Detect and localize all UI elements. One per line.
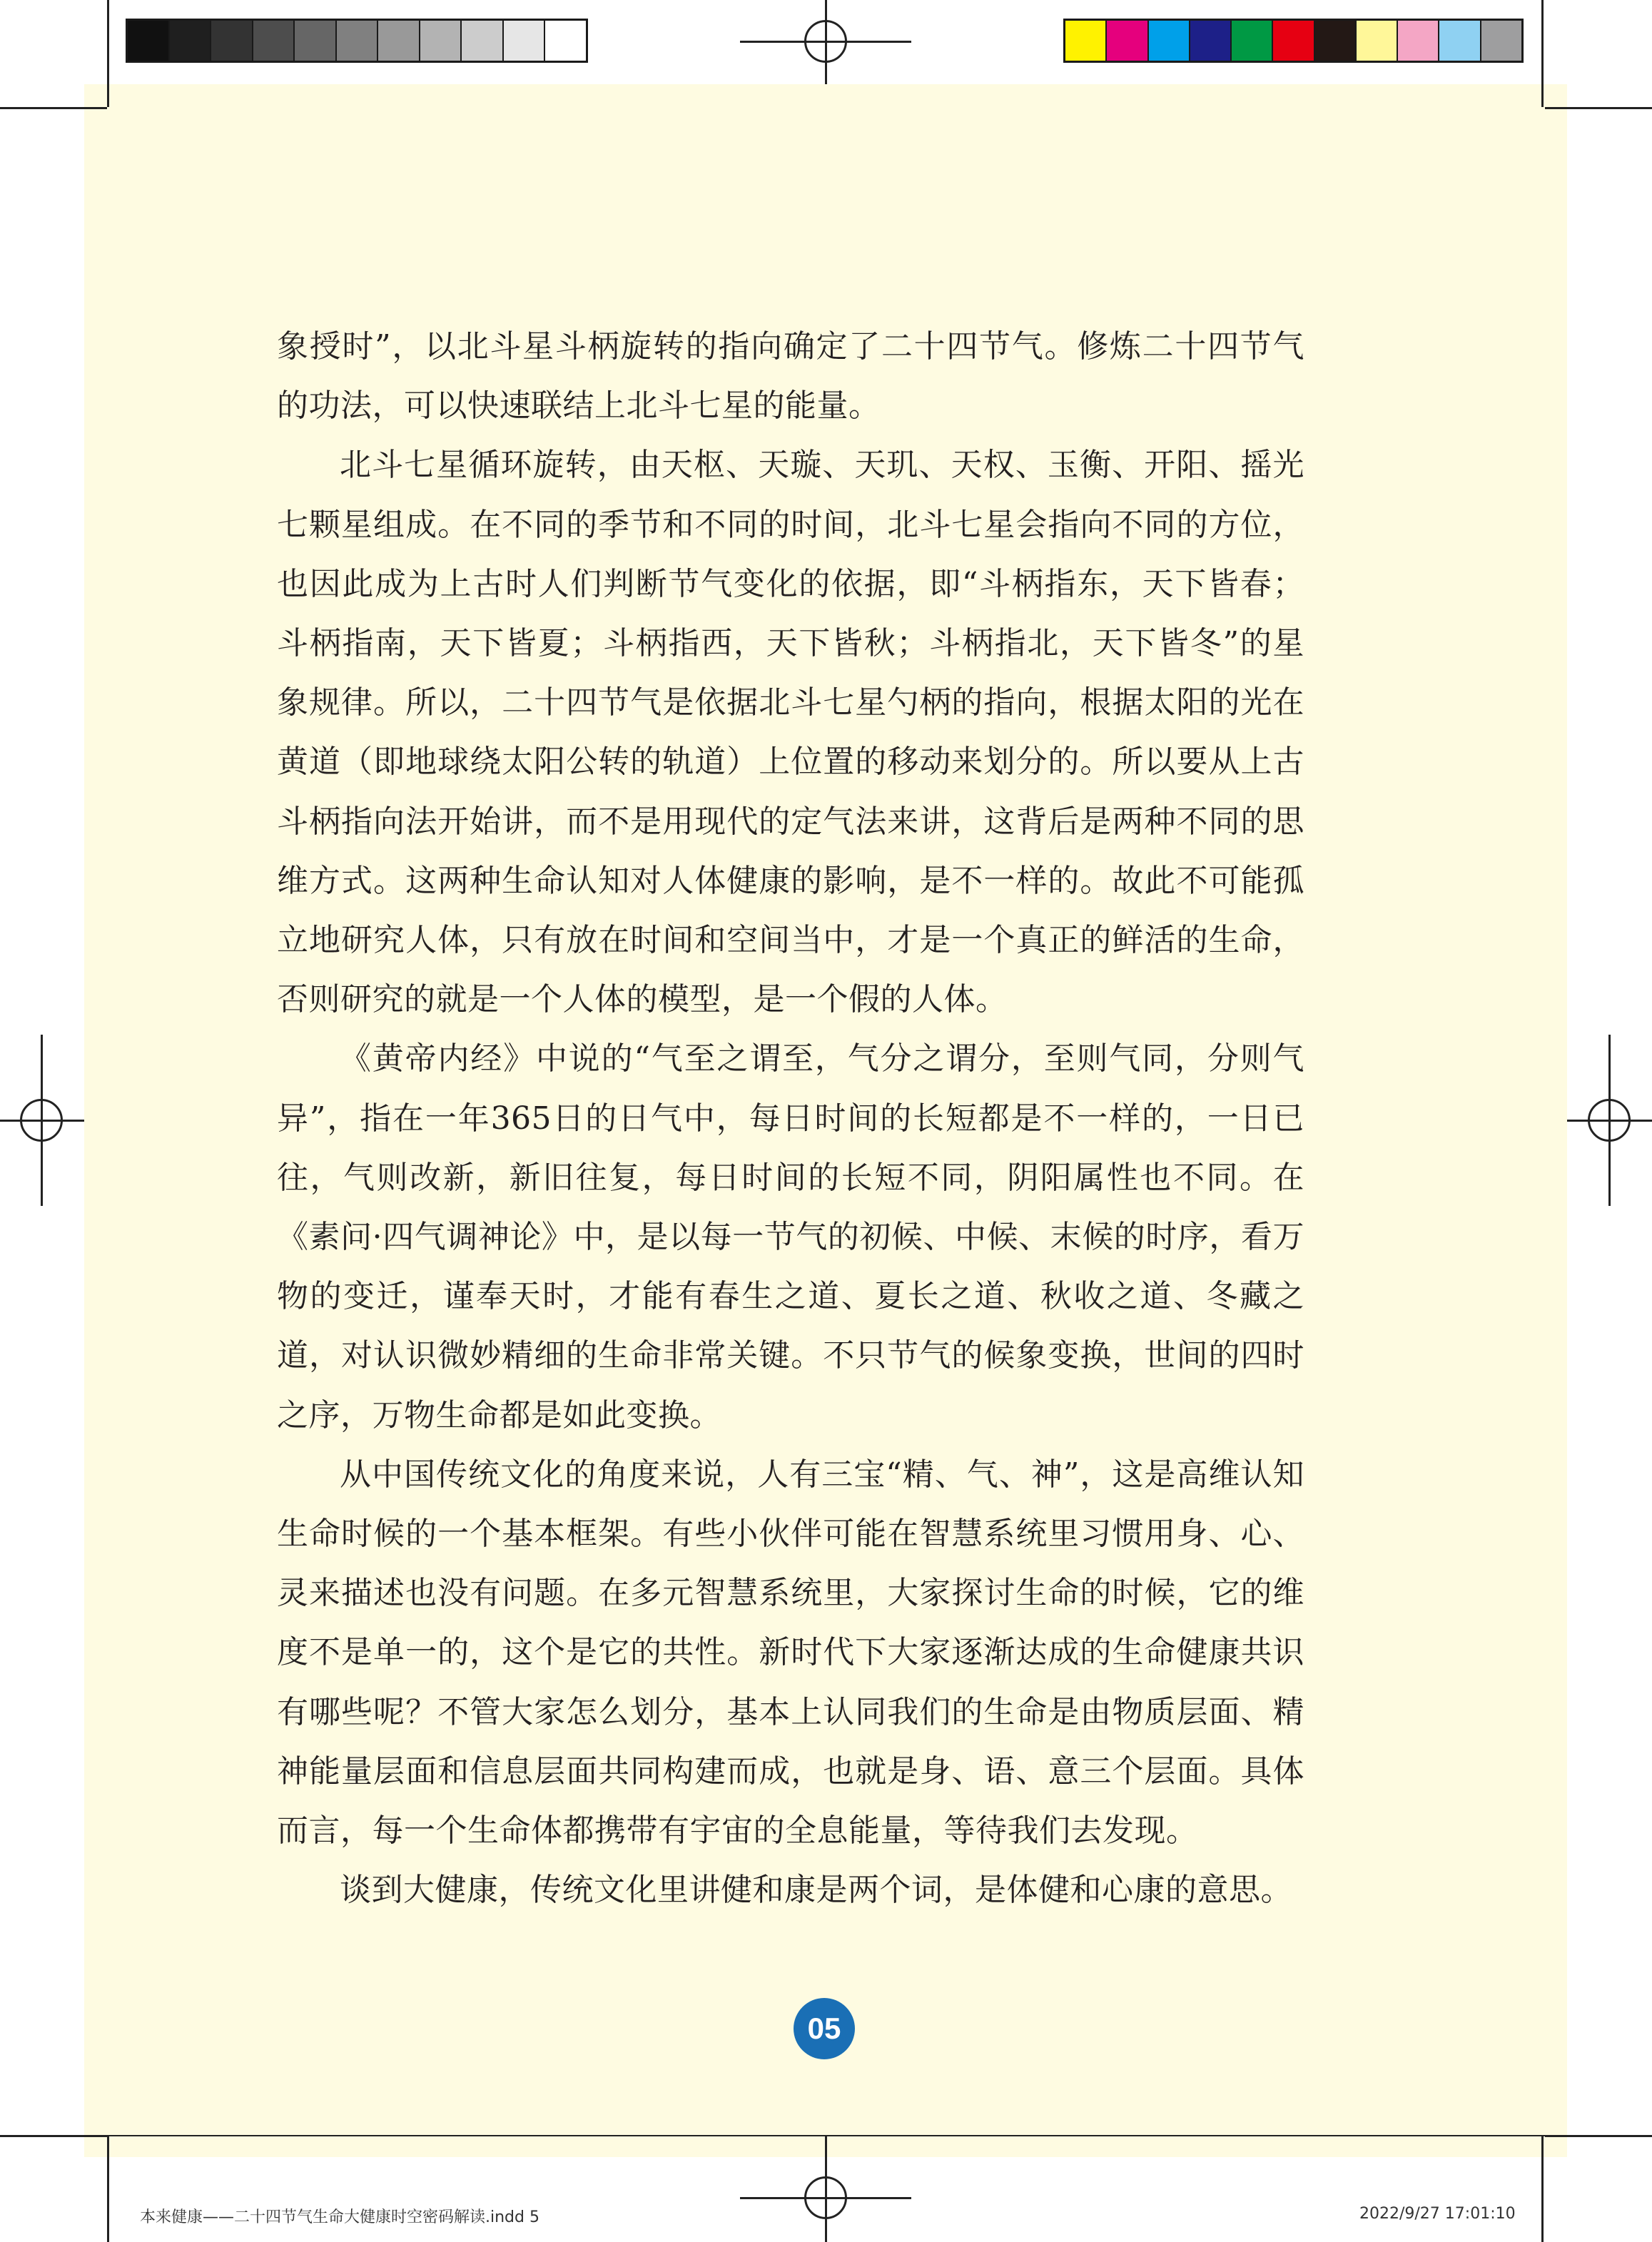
color-swatch xyxy=(1481,21,1521,61)
gray-swatch xyxy=(211,21,253,61)
color-swatch xyxy=(1149,21,1190,61)
body-text xyxy=(277,317,1304,1919)
page-number-badge: 05 xyxy=(794,1998,855,2059)
gray-swatch xyxy=(462,21,504,61)
color-swatch xyxy=(1107,21,1148,61)
footer-timestamp: 2022/9/27 17:01:10 xyxy=(1359,2205,1516,2223)
paragraph-3: 《黄帝内经》中说的“气至之谓至，气分之谓分，至则气同，分则气异”，指在一年365日的日气中，每日时间的长短都是不一样的，一日已往，气则改新，新旧往复，每日时间的长短不同，阴阳属性也不同。在《素问·四气调神论》中，是以每一节气的初候、中候、末候的时序，看万物的变迁，谨奉天时，才能有春生之道、夏长之道、秋收之道、冬藏之道，对认识微妙精细的生命非常关键。不只节气的候象变换，世间的四时之序，万物生命都是如此变换。 xyxy=(277,1040,1304,1434)
gray-swatch xyxy=(128,21,170,61)
gray-swatch xyxy=(170,21,212,61)
gray-swatch xyxy=(420,21,462,61)
color-swatch xyxy=(1315,21,1357,61)
gray-swatch xyxy=(545,21,586,61)
paragraph-4: 从中国传统文化的角度来说，人有三宝“精、气、神”，这是高维认知生命时候的一个基本框架。有些小伙伴可能在智慧系统里习惯用身、心、灵来描述也没有问题。在多元智慧系统里，大家探讨生命的时候，它的维度不是单一的，这个是它的共性。新时代下大家逐渐达成的生命健康共识有哪些呢？不管大家怎么划分，基本上认同我们的生命是由物质层面、精神能量层面和信息层面共同构建而成，也就是身、语、意三个层面。具体而言，每一个生命体都携带有宇宙的全息能量，等待我们去发现。 xyxy=(277,1456,1304,1850)
color-swatch xyxy=(1190,21,1232,61)
color-swatch xyxy=(1439,21,1481,61)
gray-swatch xyxy=(378,21,420,61)
color-swatch xyxy=(1357,21,1398,61)
gray-swatch xyxy=(253,21,295,61)
paragraph-1: 象授时”，以北斗星斗柄旋转的指向确定了二十四节气。修炼二十四节气的功法，可以快速联结上北斗七星的能量。 xyxy=(277,328,1304,425)
gray-swatch xyxy=(337,21,379,61)
color-calibration-bar xyxy=(1063,19,1524,63)
color-swatch xyxy=(1273,21,1314,61)
color-swatch xyxy=(1065,21,1107,61)
color-swatch xyxy=(1398,21,1439,61)
grayscale-calibration-bar xyxy=(126,19,588,63)
footer-file-name: 本来健康——二十四节气生命大健康时空密码解读.indd 5 xyxy=(140,2208,539,2226)
paragraph-2: 北斗七星循环旋转，由天枢、天璇、天玑、天权、玉衡、开阳、摇光七颗星组成。在不同的季节和不同的时间，北斗七星会指向不同的方位，也因此成为上古时人们判断节气变化的依据，即“斗柄指东，天下皆春；斗柄指南，天下皆夏；斗柄指西，天下皆秋；斗柄指北，天下皆冬”的星象规律。所以，二十四节气是依据北斗七星勺柄的指向，根据太阳的光在黄道（即地球绕太阳公转的轨道）上位置的移动来划分的。所以要从上古斗柄指向法开始讲，而不是用现代的定气法来讲，这背后是两种不同的思维方式。这两种生命认知对人体健康的影响，是不一样的。故此不可能孤立地研究人体，只有放在时间和空间当中，才是一个真正的鲜活的生命，否则研究的就是一个人体的模型，是一个假的人体。 xyxy=(277,447,1304,1018)
color-swatch xyxy=(1232,21,1273,61)
gray-swatch xyxy=(295,21,337,61)
paragraph-5: 谈到大健康，传统文化里讲健和康是两个词，是体健和心康的意思。 xyxy=(340,1872,1292,1909)
gray-swatch xyxy=(504,21,546,61)
